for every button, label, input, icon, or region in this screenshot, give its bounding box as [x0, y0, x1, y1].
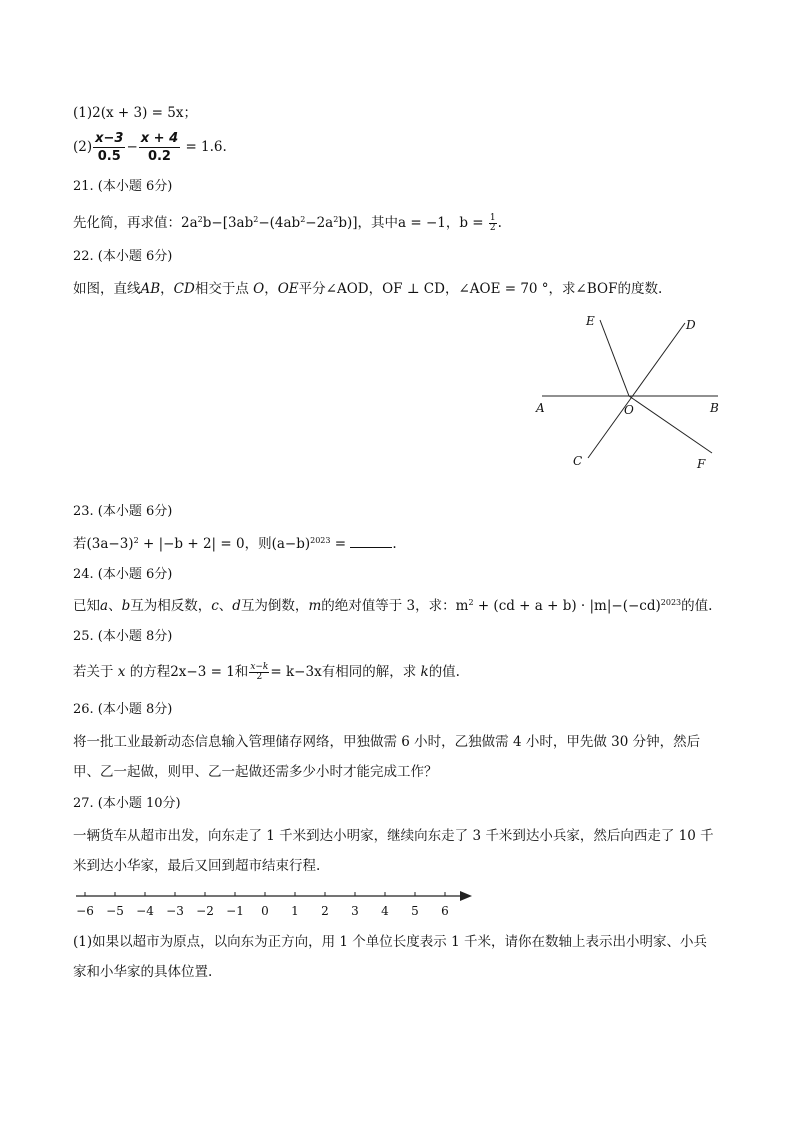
q21-exp: 2: [333, 215, 339, 224]
q23-text: [73, 535, 397, 553]
number-line-tick-label: −3: [166, 904, 184, 918]
q22-cd: CD: [173, 281, 195, 297]
q22-heading: 22. (本小题 6分): [73, 249, 173, 264]
q20-fraction-1-num: x−3: [95, 131, 124, 146]
q20-part1: (1)2(x + 3) = 5x；: [73, 105, 197, 121]
number-line-tick-label: −5: [106, 904, 124, 918]
q24-t7: + (cd + a + b) · |m|−(−cd): [473, 598, 661, 614]
q20-rhs: = 1.6.: [185, 139, 227, 155]
q24-t2: 、: [108, 598, 122, 614]
q25-t3: = k−3x有相同的解，求: [270, 664, 417, 680]
q20-fraction-1-den: 0.5: [97, 149, 121, 164]
q22-text-c: ，: [264, 281, 278, 297]
q24-exp: 2: [468, 598, 474, 607]
q24-t8: 的值.: [681, 598, 713, 614]
q26-heading: 26. (本小题 8分): [73, 702, 173, 717]
number-line-arrow-icon: [460, 891, 472, 901]
line-cd: [588, 323, 685, 458]
q25-fraction: [249, 663, 269, 682]
q24-t5: 互为倒数，: [240, 598, 309, 614]
q21-text-a: 先化简，再求值：2a: [73, 215, 198, 231]
number-line-tick-label: −2: [196, 904, 214, 918]
q23-text-b: + |−b + 2| = 0，则(a−b): [138, 536, 311, 552]
q24-d: d: [232, 598, 241, 614]
angle-figure: [530, 305, 730, 480]
number-line-tick-label: 1: [291, 904, 299, 918]
q22-ab: AB: [140, 281, 161, 297]
q23-text-c: =: [330, 536, 351, 552]
q24-t1: 已知: [73, 598, 100, 614]
q25-t1: 若关于: [73, 664, 114, 680]
ray-of: [629, 396, 712, 453]
label-b: B: [710, 401, 719, 415]
number-line[interactable]: [70, 884, 480, 924]
label-c: C: [573, 454, 583, 468]
q23-end: .: [392, 536, 397, 552]
q20-fraction-2-den: 0.2: [147, 149, 171, 164]
q20-part2-label: (2): [73, 139, 93, 155]
q21-fraction-num: 1: [489, 213, 496, 223]
q25-heading: 25. (本小题 8分): [73, 629, 173, 644]
q21-text: [73, 214, 502, 233]
q21-end: .: [497, 215, 502, 231]
label-e: E: [586, 314, 595, 328]
q25-t4: 的值.: [428, 664, 460, 680]
label-o: O: [624, 403, 634, 417]
q24-m: m: [308, 598, 322, 614]
q27-sub1-line2: 家和小华家的具体位置.: [73, 964, 213, 980]
number-line-tick-label: 3: [351, 904, 359, 918]
q24-a: a: [100, 598, 109, 614]
q24-text: [73, 597, 712, 615]
label-d: D: [686, 318, 696, 332]
q25-t2: 的方程2x−3 = 1和: [129, 664, 249, 680]
ray-oe: [600, 320, 629, 396]
q24-t4: 、: [218, 598, 233, 614]
q27-sub1-line1: (1)如果以超市为原点，以向东为正方向，用 1 个单位长度表示 1 千米，请你在数轴上表示出小明家、小兵: [73, 934, 707, 950]
q24-b: b: [121, 598, 131, 614]
q25-text: [73, 663, 460, 682]
q22-sep: ，: [160, 281, 174, 297]
q25-x: x: [117, 664, 126, 680]
q21-exp: 2: [253, 215, 259, 224]
q22-oe: OE: [277, 281, 299, 297]
q20-minus: −: [126, 139, 138, 155]
q21-exp: 2: [197, 215, 203, 224]
q23-heading: 23. (本小题 6分): [73, 504, 173, 519]
q26-line1: 将一批工业最新动态信息输入管理储存网络，甲独做需 6 小时，乙独做需 4 小时，甲先做 30 分钟，然后: [73, 734, 701, 750]
q22-text: [73, 280, 662, 298]
q24-t6: 的绝对值等于 3，求：m: [321, 598, 469, 614]
number-line-tick-label: −4: [136, 904, 154, 918]
q24-heading: 24. (本小题 6分): [73, 567, 173, 582]
q24-exp2: 2023: [660, 598, 682, 607]
q21-text-d: −2a: [305, 215, 334, 231]
number-line-tick-label: 5: [411, 904, 419, 918]
q21-fraction: [489, 214, 497, 233]
q21-text-b: b−[3ab: [202, 215, 254, 231]
number-line-tick-label: 4: [381, 904, 389, 918]
q20-fraction-2-num: x + 4: [140, 131, 179, 146]
q24-c: c: [211, 598, 219, 614]
q23-text-a: 若(3a−3): [73, 536, 134, 552]
q21-fraction-den: 2: [489, 223, 496, 233]
label-f: F: [697, 457, 706, 471]
q21-heading: 21. (本小题 6分): [73, 179, 173, 194]
q20-fraction-1: [93, 130, 125, 165]
q20-part2: [73, 130, 227, 165]
q25-fraction-den: 2: [256, 672, 263, 682]
answer-blank[interactable]: [350, 535, 392, 548]
number-line-tick-label: 0: [261, 904, 269, 918]
q26-line2: 甲、乙一起做，则甲、乙一起做还需多少小时才能完成工作？: [73, 764, 438, 780]
q27-line2: 米到达小华家，最后又回到超市结束行程.: [73, 858, 321, 874]
number-line-tick-label: −1: [226, 904, 244, 918]
number-line-tick-label: −6: [76, 904, 94, 918]
q22-text-a: 如图，直线: [73, 281, 141, 297]
q25-k: k: [420, 664, 429, 680]
q21-text-c: −(4ab: [258, 215, 301, 231]
label-a: A: [536, 401, 545, 415]
q27-line1: 一辆货车从超市出发，向东走了 1 千米到达小明家，继续向东走了 3 千米到达小兵家，然后向西走了 10 千: [73, 828, 714, 844]
q21-exp: 2: [300, 215, 306, 224]
q22-text-b: 相交于点: [194, 281, 249, 297]
q21-text-e: b)]，其中a = −1，b =: [338, 215, 488, 231]
q23-exp2: 2023: [310, 536, 331, 545]
q23-exp: 2: [133, 536, 139, 545]
q24-t3: 互为相反数，: [130, 598, 212, 614]
q27-heading: 27. (本小题 10分): [73, 796, 181, 811]
number-line-tick-label: 6: [441, 904, 449, 918]
q22-text-d: 平分∠AOD，OF ⊥ CD，∠AOE = 70 °，求∠BOF的度数.: [298, 281, 663, 297]
q22-o: O: [253, 281, 265, 297]
q20-fraction-2: [139, 130, 180, 165]
q25-fraction-num: x−k: [250, 662, 269, 672]
number-line-tick-label: 2: [321, 904, 329, 918]
